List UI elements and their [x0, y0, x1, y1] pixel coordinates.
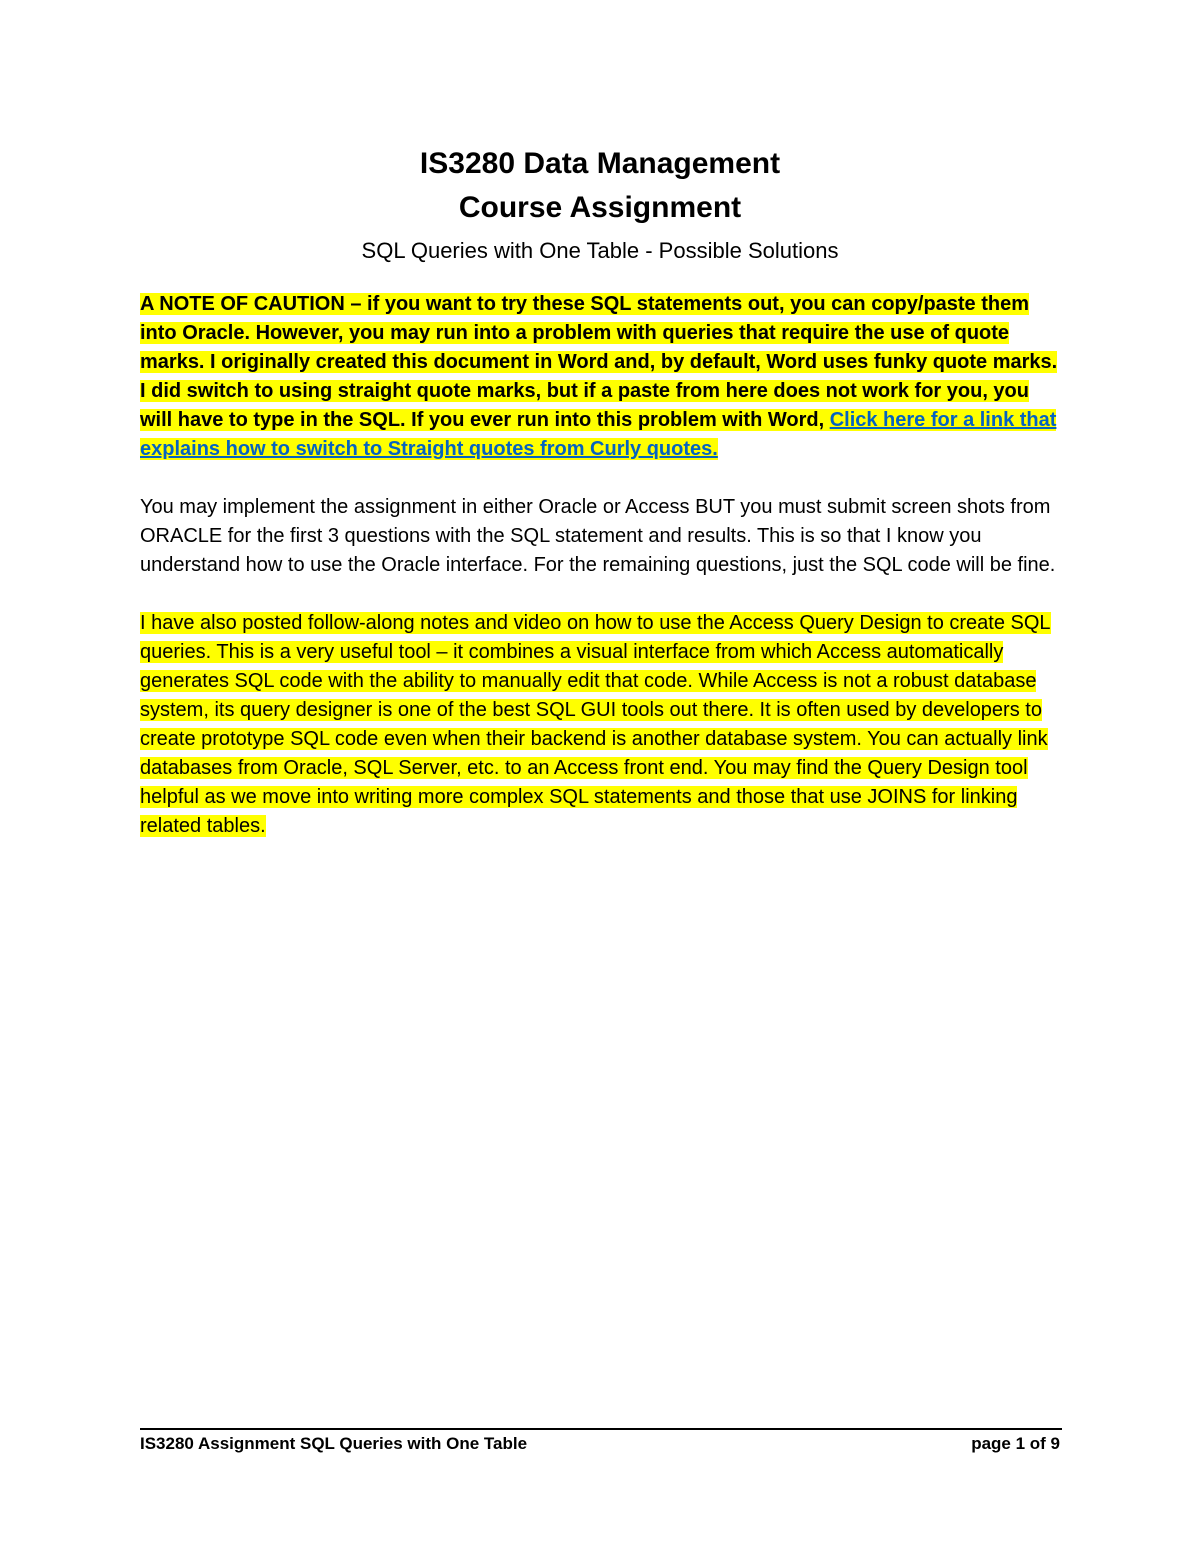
- access-query-design-paragraph: [140, 609, 1065, 841]
- document-title: IS3280 Data Management: [419, 147, 781, 180]
- document-body: [140, 290, 1065, 870]
- curly-quotes-link[interactable]: Click here for a link that explains how to switch to Straight quotes from Curly quotes.: [140, 409, 1057, 460]
- caution-paragraph: [140, 290, 1065, 464]
- caution-text: A NOTE OF CAUTION – if you want to try these SQL statements out, you can copy/paste them into Oracle. However, you may run into a problem with queries that require the use of quote marks. I originally created this document in Word and, by default, Word uses funky quote marks. I did switch to using straight quote marks, but if a paste from here does not work for you, you will have to type in the SQL. If you ever run into this problem with Word,: [140, 293, 1058, 431]
- footer-document-name: IS3280 Assignment SQL Queries with One Table: [140, 1434, 528, 1453]
- footer-page-number: page 1 of 9: [971, 1434, 1060, 1453]
- implementation-paragraph: You may implement the assignment in either Oracle or Access BUT you must submit screen shots from ORACLE for the first 3 questions with the SQL statement and results. This is so that I know you understand how to use the Oracle interface. For the remaining questions, just the SQL code will be fine.: [140, 496, 1056, 576]
- footer-divider: [140, 1428, 1062, 1430]
- document-subtitle-assignment: Course Assignment: [458, 191, 742, 224]
- title-block: [140, 142, 1060, 268]
- access-query-design-text: I have also posted follow-along notes and video on how to use the Access Query Design to create SQL queries. This is a very useful tool – it combines a visual interface from which Access automatically generates SQL code with the ability to manually edit that code. While Access is not a robust database system, its query designer is one of the best SQL GUI tools out there. It is often used by developers to create prototype SQL code even when their backend is another database system. You can actually link databases from Oracle, SQL Server, etc. to an Access front end. You may find the Query Design tool helpful as we move into writing more complex SQL statements and those that use JOINS for linking related tables.: [140, 612, 1051, 837]
- document-subtitle: SQL Queries with One Table - Possible Solutions: [361, 238, 839, 263]
